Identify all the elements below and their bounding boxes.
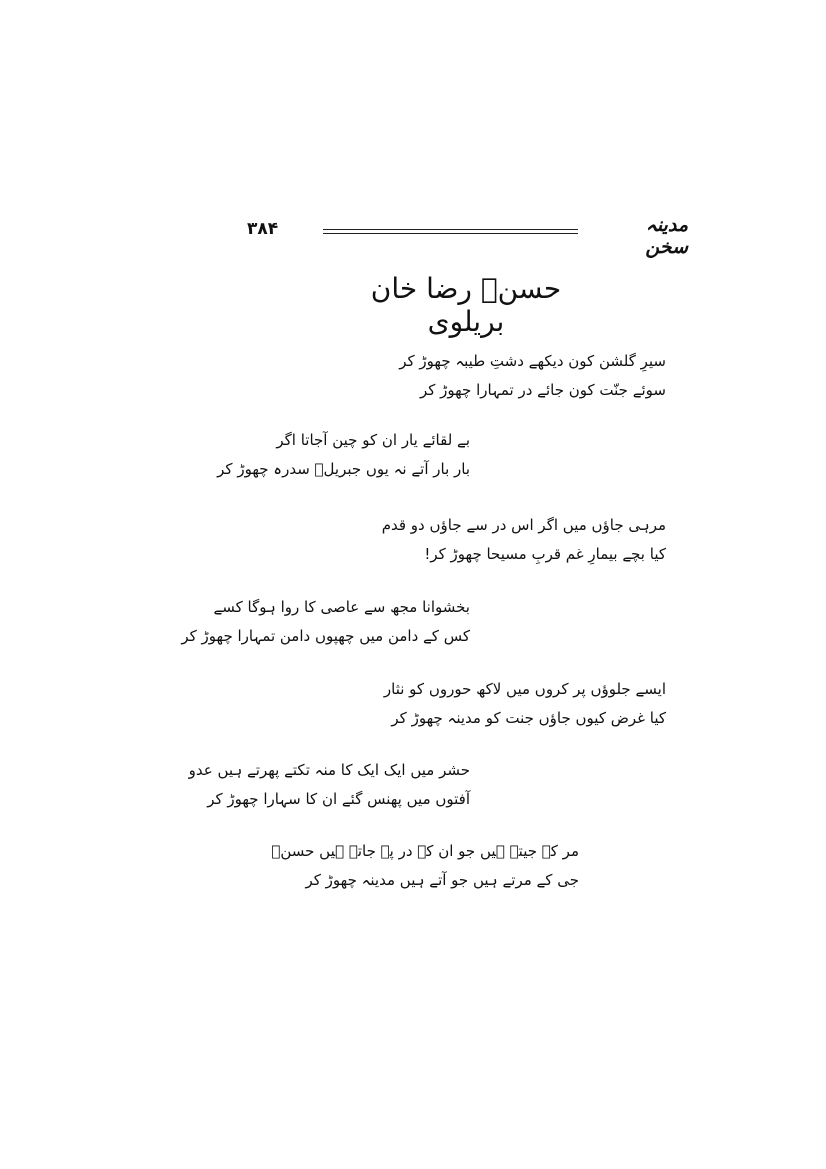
- couplet-line: حشر میں ایک ایک کا منہ تکتے پھرتے ہیں عدو: [188, 761, 470, 779]
- couplet-line: سوئے جنّت کون جائے در تمہارا چھوڑ کر: [419, 381, 666, 399]
- couplet: [271, 837, 579, 895]
- couplet: [382, 511, 666, 569]
- couplet-line: آفتوں میں پھنس گئے ان کا سہارا چھوڑ کر: [207, 790, 470, 808]
- couplet-line: بار بار آتے نہ یوں جبریلؑ سدرہ چھوڑ کر: [217, 460, 470, 478]
- couplet-line: بخشوانا مجھ سے عاصی کا روا ہوگا کسے: [213, 598, 470, 616]
- couplet-line: کیا بچے بیمارِ غم قربِ مسیحا چھوڑ کر!: [424, 545, 666, 563]
- couplet-line: سیرِ گلشن کون دیکھے دشتِ طیبہ چھوڑ کر: [399, 352, 666, 370]
- header-rule-top: [323, 229, 578, 230]
- couplet: [189, 756, 470, 814]
- couplet-line: مر کے جیتے ہیں جو ان کے در پہ جاتے ہیں حسنؔ: [271, 842, 579, 860]
- header-rule-bottom: [323, 233, 578, 234]
- page-number: ۳۸۴: [247, 219, 279, 239]
- book-title: مدینہ سخن: [645, 214, 688, 258]
- couplet-line: جی کے مرتے ہیں جو آتے ہیں مدینہ چھوڑ کر: [305, 871, 579, 889]
- couplet-line: مرہی جاؤں میں اگر اس در سے جاؤں دو قدم: [381, 516, 666, 534]
- couplet: [399, 347, 666, 405]
- couplet: [181, 593, 470, 651]
- couplet-line: کیا غرض کیوں جاؤں جنت کو مدینہ چھوڑ کر: [391, 709, 666, 727]
- couplet-line: ایسے جلوؤں پر کروں میں لاکھ حوروں کو نثار: [383, 680, 666, 698]
- couplet: [217, 426, 470, 484]
- couplet-line: بے لقائے یار ان کو چین آجاتا اگر: [276, 431, 470, 449]
- couplet-line: کس کے دامن میں چھپوں دامن تمہارا چھوڑ کر: [181, 627, 470, 645]
- couplet: [384, 675, 666, 733]
- poet-name: حسنؔ رضا خان بریلوی: [370, 272, 562, 338]
